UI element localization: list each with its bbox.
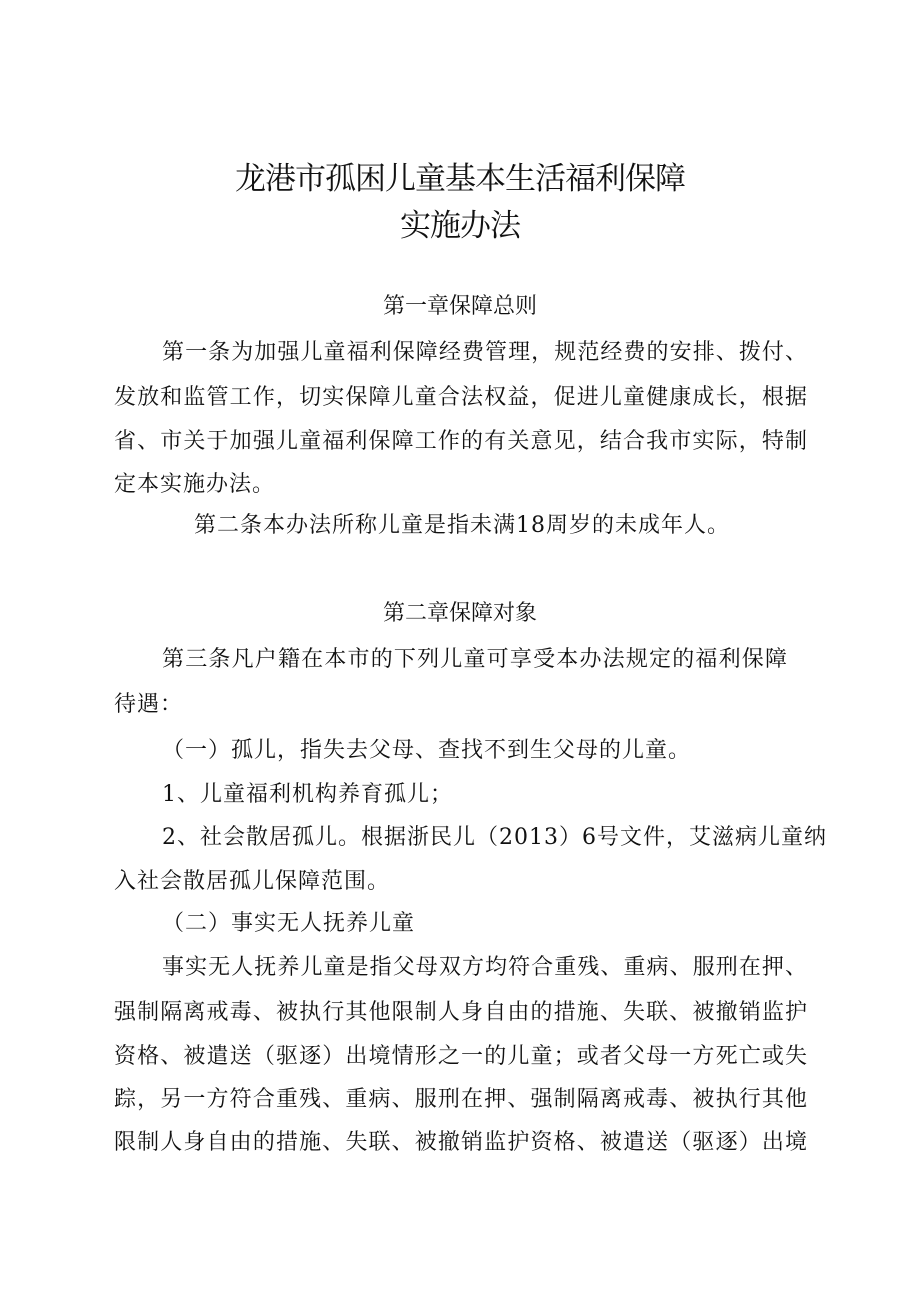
article-2: 第二条本办法所称儿童是指未满18周岁的未成年人。 [194,513,730,538]
chapter-heading-2: 第二章保障对象 [382,601,537,626]
article-1-line-2: 发放和监管工作，切实保障儿童合法权益，促进儿童健康成长，根据 [114,385,808,410]
item-2-heading: （二）事实无人抚养儿童 [162,911,416,936]
document-title-line1: 龙港市孤困儿童基本生活福利保障 [235,161,685,197]
item-2-desc-line-2: 强制隔离戒毒、被执行其他限制人身自由的措施、失联、被撤销监护 [114,1000,808,1025]
chapter-heading-1: 第一章保障总则 [382,294,537,319]
item-1-sub-1: 1、儿童福利机构养育孤儿； [162,782,453,807]
item-2-desc-line-1: 事实无人抚养儿童是指父母双方均符合重残、重病、服刑在押、 [162,955,808,980]
item-1-sub-2-line-1: 2、社会散居孤儿。根据浙民儿（2013）6号文件，艾滋病儿童纳 [162,825,827,850]
item-2-desc-line-4: 踪，另一方符合重残、重病、服刑在押、强制隔离戒毒、被执行其他 [114,1087,808,1112]
article-1-line-4: 定本实施办法。 [114,472,276,497]
item-1-sub-2-line-2: 入社会散居孤儿保障范围。 [114,869,391,894]
item-1-orphans: （一）孤儿，指失去父母、查找不到生父母的儿童。 [162,738,692,763]
item-2-desc-line-3: 资格、被遣送（驱逐）出境情形之一的儿童；或者父母一方死亡或失 [114,1044,808,1069]
article-1-line-3: 省、市关于加强儿童福利保障工作的有关意见，结合我市实际，特制 [114,429,808,454]
article-1-line-1: 第一条为加强儿童福利保障经费管理，规范经费的安排、拨付、 [162,340,808,365]
article-3-line-2: 待遇： [114,692,184,717]
article-3-line-1: 第三条凡户籍在本市的下列儿童可享受本办法规定的福利保障 [162,647,788,672]
document-title-line2: 实施办法 [400,208,520,244]
item-2-desc-line-5: 限制人身自由的措施、失联、被撤销监护资格、被遣送（驱逐）出境 [114,1130,808,1155]
